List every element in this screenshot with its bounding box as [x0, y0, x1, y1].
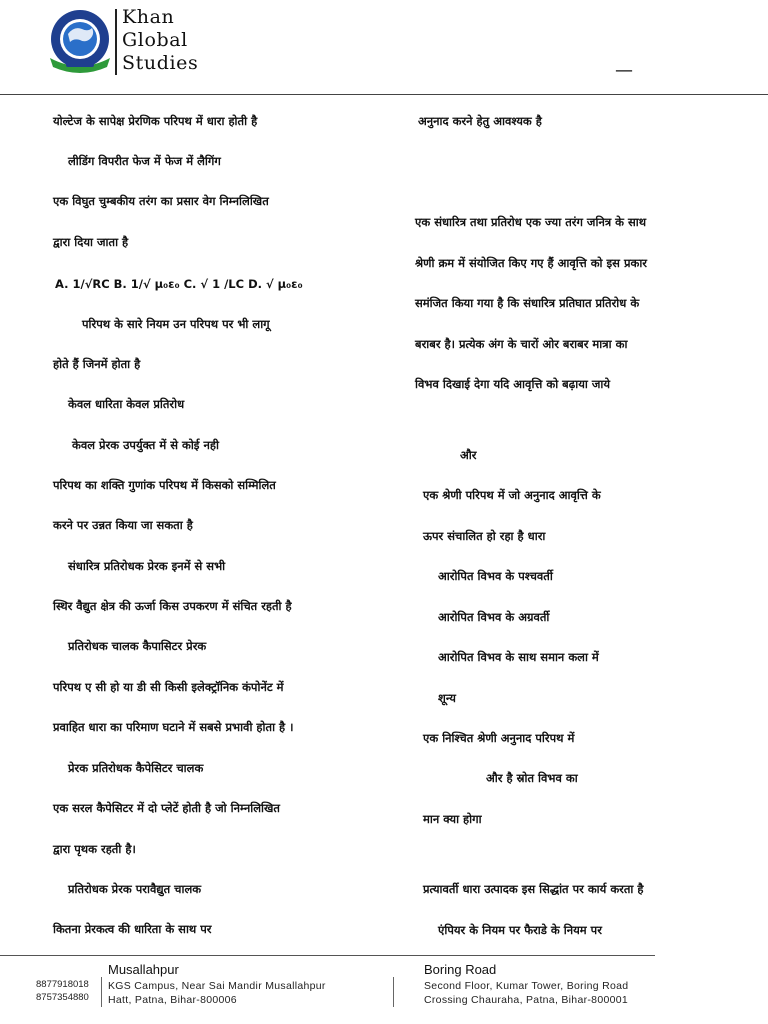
brand-name — [122, 6, 198, 75]
brand-line-khan: Khan — [122, 6, 175, 28]
brand-divider — [115, 9, 117, 75]
question-text: प्रत्यावर्ती धारा उत्पादक इस सिद्धांत पर कार्य करता है — [423, 882, 644, 896]
question-text: ऊपर संचालित हो रहा है धारा — [423, 529, 546, 543]
question-options: केवल धारिता केवल प्रतिरोध — [68, 397, 185, 411]
phone-number: 8757354880 — [36, 992, 89, 1003]
question-text: और — [460, 448, 477, 462]
question-text: कितना प्रेरकत्व की धारिता के साथ पर — [53, 922, 212, 936]
question-text: परिपथ ए सी हो या डी सी किसी इलेक्ट्रॉनिक कंपोनेंट में — [53, 680, 284, 694]
branch-title-boring-road: Boring Road — [424, 962, 497, 977]
question-text: एक विघुत चुम्बकीय तरंग का प्रसार वेग निम्नलिखित — [53, 194, 269, 208]
question-text: होते हैं जिनमें होता है — [53, 357, 141, 371]
branch-address-line: Second Floor, Kumar Tower, Boring Road — [424, 980, 629, 992]
khan-global-studies-logo-icon — [46, 8, 114, 78]
question-text: बराबर है। प्रत्येक अंग के चारों ओर बराबर मात्रा का — [415, 337, 628, 351]
header-dash: — — [615, 60, 633, 81]
question-options: प्रतिरोधक प्रेरक परावैद्युत चालक — [68, 882, 202, 896]
question-text: द्वारा दिया जाता है — [53, 235, 129, 249]
question-options: प्रतिरोधक चालक कैपासिटर प्रेरक — [68, 639, 207, 653]
brand-line-global: Global — [122, 29, 188, 51]
question-options: शून्य — [438, 691, 456, 705]
question-options: आरोपित विभव के पश्चवर्ती — [438, 569, 553, 583]
question-text: समंजित किया गया है कि संधारित्र प्रतिघात प्रतिरोध के — [415, 296, 640, 310]
question-options: एंपियर के नियम पर फैराडे के नियम पर — [438, 923, 602, 937]
question-text: एक सरल कैपेसिटर में दो प्लेटें होती है जो निम्नलिखित — [53, 801, 280, 815]
page-footer — [0, 955, 768, 1024]
question-text: एक संधारित्र तथा प्रतिरोध एक ज्या तरंग जनित्र के साथ — [415, 215, 647, 229]
branch-address-line: Hatt, Patna, Bihar-800006 — [108, 994, 237, 1006]
footer-rule — [0, 955, 655, 956]
question-text: योल्टेज के सापेक्ष प्रेरणिक परिपथ में धारा होती है — [53, 114, 258, 128]
footer-divider — [101, 977, 102, 1007]
question-options: केवल प्रेरक उपर्युक्त में से कोई नही — [72, 438, 219, 452]
question-text: परिपथ का शक्ति गुणांक परिपथ में किसको सम्मिलित — [53, 478, 276, 492]
question-text: करने पर उन्नत किया जा सकता है — [53, 518, 193, 532]
branch-title-musallahpur: Musallahpur — [108, 962, 179, 977]
question-text: प्रवाहित धारा का परिमाण घटाने में सबसे प्रभावी होता है । — [53, 720, 294, 734]
branch-address-line: Crossing Chauraha, Patna, Bihar-800001 — [424, 994, 629, 1006]
question-options: प्रेरक प्रतिरोधक कैपेसिटर चालक — [68, 761, 204, 775]
question-text: श्रेणी क्रम में संयोजित किए गए हैं आवृत्ति को इस प्रकार — [415, 256, 648, 270]
question-options: A. 1/√RC B. 1/√ μ₀ε₀ C. √ 1 /LC D. √ μ₀ε₀ — [55, 277, 303, 291]
question-text: स्थिर वैद्युत क्षेत्र की ऊर्जा किस उपकरण में संचित रहती है — [53, 599, 292, 613]
header-rule — [0, 94, 768, 95]
question-text: परिपथ के सारे नियम उन परिपथ पर भी लागू — [82, 317, 270, 331]
footer-divider — [393, 977, 394, 1007]
question-options: आरोपित विभव के अग्रवर्ती — [438, 610, 550, 624]
question-text: अनुनाद करने हेतु आवश्यक है — [418, 114, 542, 128]
question-text: एक श्रेणी परिपथ में जो अनुनाद आवृत्ति के — [423, 488, 601, 502]
page-header — [0, 0, 768, 96]
question-text: और है स्रोत विभव का — [486, 771, 578, 785]
question-text: मान क्या होगा — [423, 812, 482, 826]
brand-line-studies: Studies — [122, 52, 199, 74]
question-text: विभव दिखाई देगा यदि आवृत्ति को बढ़ाया जाये — [415, 377, 611, 391]
question-options: संधारित्र प्रतिरोधक प्रेरक इनमें से सभी — [68, 559, 226, 573]
branch-address-line: KGS Campus, Near Sai Mandir Musallahpur — [108, 980, 326, 992]
question-options: लीडिंग विपरीत फेज में फेज में लैगिंग — [68, 154, 221, 168]
phone-number: 8877918018 — [36, 979, 89, 990]
question-text: एक निश्चित श्रेणी अनुनाद परिपथ में — [423, 731, 575, 745]
question-text: द्वारा पृथक रहती है। — [53, 842, 136, 856]
question-options: आरोपित विभव के साथ समान कला में — [438, 650, 599, 664]
